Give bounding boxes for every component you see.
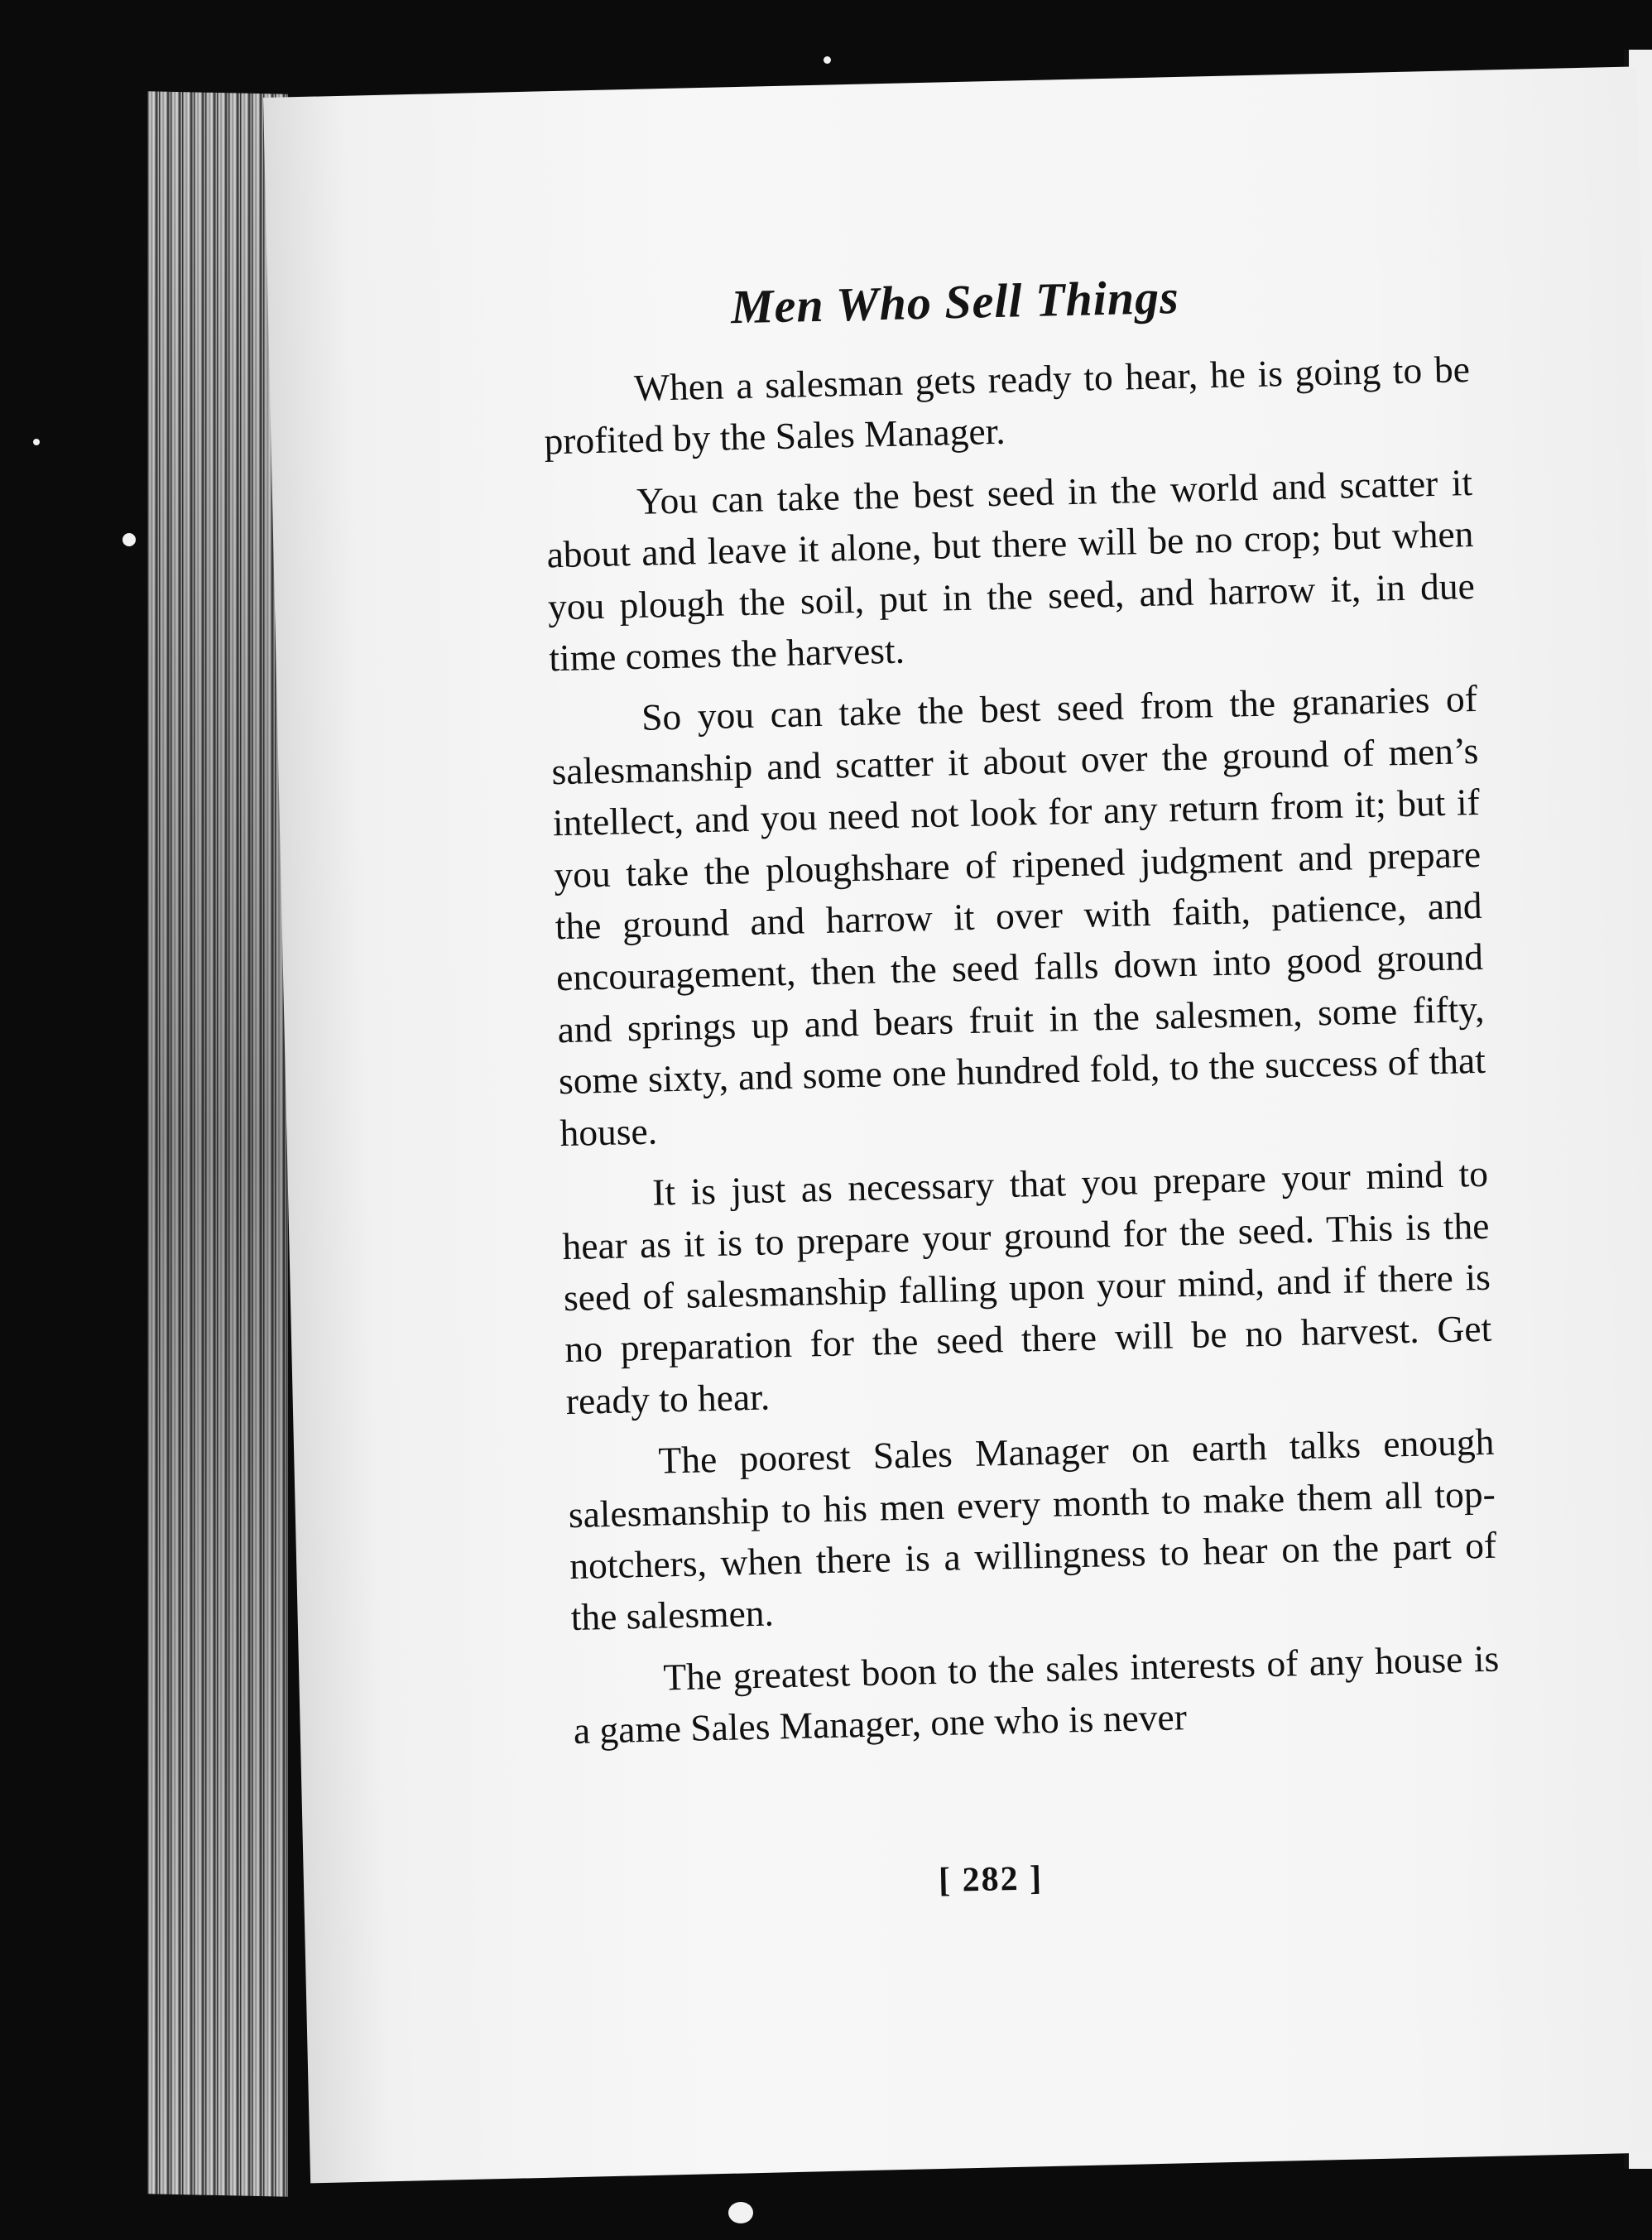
book-page: [263, 66, 1652, 2183]
body-text: [542, 344, 1501, 1767]
paragraph: It is just as necessary that you prepare your mind to hear as it is to prepare your ground for the seed. This is the seed of salesmanship falling upon your mind, and if there is no preparation for the seed there will be no harvest. Get ready to hear.: [561, 1151, 1492, 1422]
paragraph: The poorest Sales Manager on earth talks enough salesmanship to his men every month to make them all top-notchers, when there is a willingness to hear on the part of the salesmen.: [568, 1420, 1497, 1639]
scan-speck: [33, 439, 40, 445]
paragraph: The greatest boon to the sales interests of any house is a game Sales Manager, one who is never: [573, 1637, 1500, 1752]
page-edges: [147, 91, 288, 2197]
scan-speck: [122, 533, 136, 546]
paragraph: So you can take the best seed from the granaries of salesmanship and scatter it about over the ground of men’s intellect, and you need not look for any return from it; but if you take the ploughshare of ripened judgment and prepare the ground and harrow it over with faith, patience, and encouragement, then the seed falls down into good ground and springs up and bears fruit in the salesmen, some fifty, some sixty, and some one hundred fold, to the success of that house.: [550, 677, 1486, 1154]
paragraph: When a salesman gets ready to hear, he is going to be profited by the Sales Manager.: [543, 348, 1471, 463]
paragraph: You can take the best seed in the world and scatter it about and leave it alone, but there will be no crop; but when you plough the soil, put in the seed, and harrow it, in due time comes the harvest.: [546, 460, 1476, 680]
scan-speck: [824, 56, 831, 64]
scan-speck: [728, 2202, 753, 2223]
page-number: [ 282 ]: [938, 1859, 1044, 1901]
running-head: Men Who Sell Things: [730, 269, 1180, 334]
